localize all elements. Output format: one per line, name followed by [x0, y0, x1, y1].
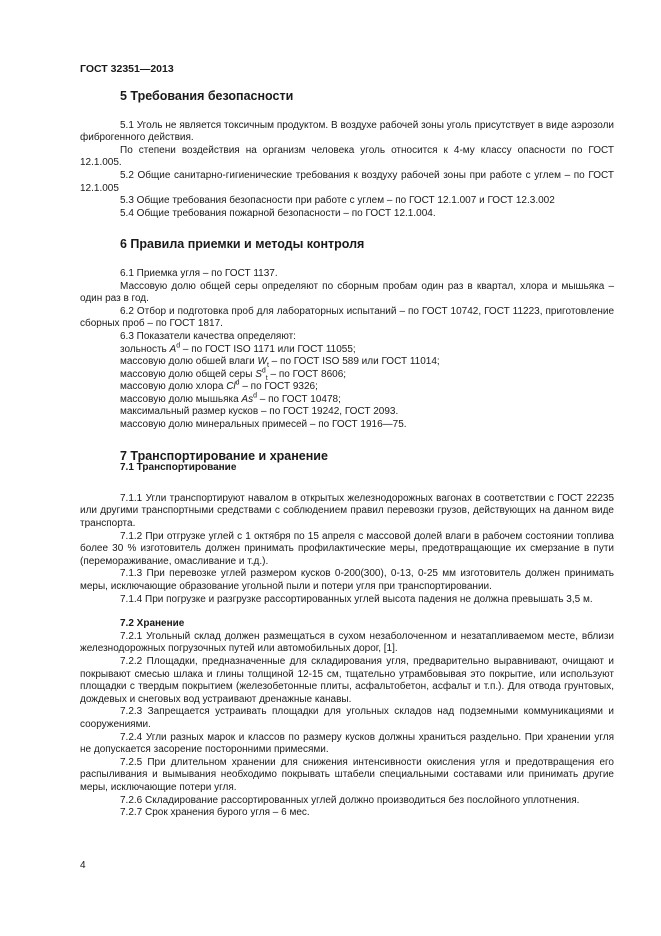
paragraph: 7.1.1 Угли транспортируют навалом в открытых железнодорожных вагонах в соответствии с ГОСТ 22235 или другими транспортными средствами с соблюдением правил перевозки грузов, действующих на данном виде транспорта.: [80, 492, 614, 530]
paragraph: 7.1.2 При отгрузке углей с 1 октября по 15 апреля с массовой долей влаги в рабочем состоянии топлива более 30 % изготовитель должен принимать профилактические меры, предотвращающие их смерзание в пути (перемораживание, омасливание и т.д.).: [80, 530, 614, 567]
paragraph: 7.2.2 Площадки, предназначенные для складирования угля, предварительно выравнивают, очищают и покрывают смесью шлака и глины толщиной 12-15 см, тщательно утрамбовывая это покрытие, или используют площадки с твердым покрытием (железобетонные плиты, асфальтобетон, асфальт и т.п.). Для отвода грунтовых, дождевых и снеговых вод устраивают дренажные канавы.: [80, 655, 614, 705]
paragraph: 5.4 Общие требования пожарной безопасности – по ГОСТ 12.1.004.: [120, 207, 436, 219]
paragraph: 7.1.4 При погрузке и разгрузке рассортированных углей высота падения не должна превышать 3,5 м.: [120, 593, 593, 605]
page-number: 4: [80, 860, 86, 871]
paragraph: 5.2 Общие санитарно-гигиенические требования к воздуху рабочей зоны при работе с углем – по ГОСТ 12.1.005: [80, 169, 614, 194]
document-body: [80, 84, 614, 820]
spacer: [80, 475, 614, 493]
paragraph: 7.2.3 Запрещается устраивать площадки для угольных складов над подземными коммуникациями и сооружениями.: [80, 706, 614, 730]
section-6-title: 6 Правила приемки и методы контроля: [120, 237, 365, 252]
paragraph: 6.3 Показатели качества определяют:: [120, 330, 296, 342]
paragraph: 5.1 Уголь не является токсичным продуктом. В воздухе рабочей зоны уголь присутствует в виде аэрозоли фиброгенного действия.: [80, 119, 614, 144]
section-5-title: 5 Требования безопасности: [120, 89, 294, 103]
spacer: [80, 606, 614, 618]
paragraph: По степени воздействия на организм человека уголь относится к 4-му классу опасности по ГОСТ 12.1.005.: [80, 144, 614, 169]
section-7-title: 7 Транспортирование и хранение: [120, 448, 328, 463]
paragraph: 6.2 Отбор и подготовка проб для лабораторных испытаний – по ГОСТ 10742, ГОСТ 11223, приготовление сборных проб – по ГОСТ 1817.: [80, 305, 614, 330]
indicator-ash: зольность $A^d$ – по ГОСТ ISO 1171 или ГОСТ 11055;: [120, 342, 356, 355]
paragraph: 7.2.5 При длительном хранении для снижения интенсивности окисления угля и предотвращения его распыливания и вымывания необходимо покрывать штабели специальными составами или принимать другие меры, исключающие потери угля.: [80, 756, 614, 793]
indicator-arsenic: массовую долю мышьяка As$^d$ – по ГОСТ 10478;: [120, 392, 341, 405]
indicator-chlorine: массовую долю хлора Cl$^d$ – по ГОСТ 9326;: [120, 379, 318, 393]
spacer: [80, 220, 614, 238]
indicator-mineral: массовую долю минеральных примесей – по ГОСТ 1916—75.: [120, 419, 407, 431]
subsection-7-1-title: 7.1 Транспортирование: [120, 462, 237, 474]
subsection-7-2-title: 7.2 Хранение: [120, 618, 185, 630]
paragraph: 5.3 Общие требования безопасности при работе с углем – по ГОСТ 12.1.007 и ГОСТ 12.3.002: [120, 195, 555, 207]
paragraph: 7.2.4 Угли разных марок и классов по размеру кусков должны храниться раздельно. При хранении угля не допускается засорение посторонними примесями.: [80, 731, 614, 756]
paragraph: 7.2.7 Срок хранения бурого угля – 6 мес.: [120, 807, 310, 819]
paragraph: 7.2.1 Угольный склад должен размещаться в сухом незаболоченном и незатапливаемом месте, вблизи железнодорожных погрузочных путей или автомобильных дорог, [1].: [80, 630, 614, 655]
indicator-sulfur: массовую долю общей серы $S^d_t$ – по ГОСТ 8606;: [120, 367, 347, 382]
paragraph: 7.2.6 Складирование рассортированных углей должно производиться без послойного уплотнения.: [120, 794, 580, 806]
standard-code: ГОСТ 32351—2013: [80, 63, 174, 75]
paragraph: 7.1.3 При перевозке углей размером кусков 0-200(300), 0-13, 0-25 мм изготовитель должен принимать меры, исключающие образование угольной пыли и потери угля при транспортировании.: [80, 568, 614, 592]
indicator-moisture: массовую долю обшей влаги $W_t$ – по ГОСТ ISO 589 или ГОСТ 11014;: [120, 356, 440, 370]
paragraph: 6.1 Приемка угля – по ГОСТ 1137.: [120, 267, 278, 279]
spacer: [80, 432, 614, 450]
indicator-lump-size: максимальный размер кусков – по ГОСТ 19242, ГОСТ 2093.: [120, 406, 399, 418]
paragraph: Массовую долю общей серы определяют по сборным пробам один раз в квартал, хлора и мышьяка – один раз в год.: [80, 280, 614, 305]
